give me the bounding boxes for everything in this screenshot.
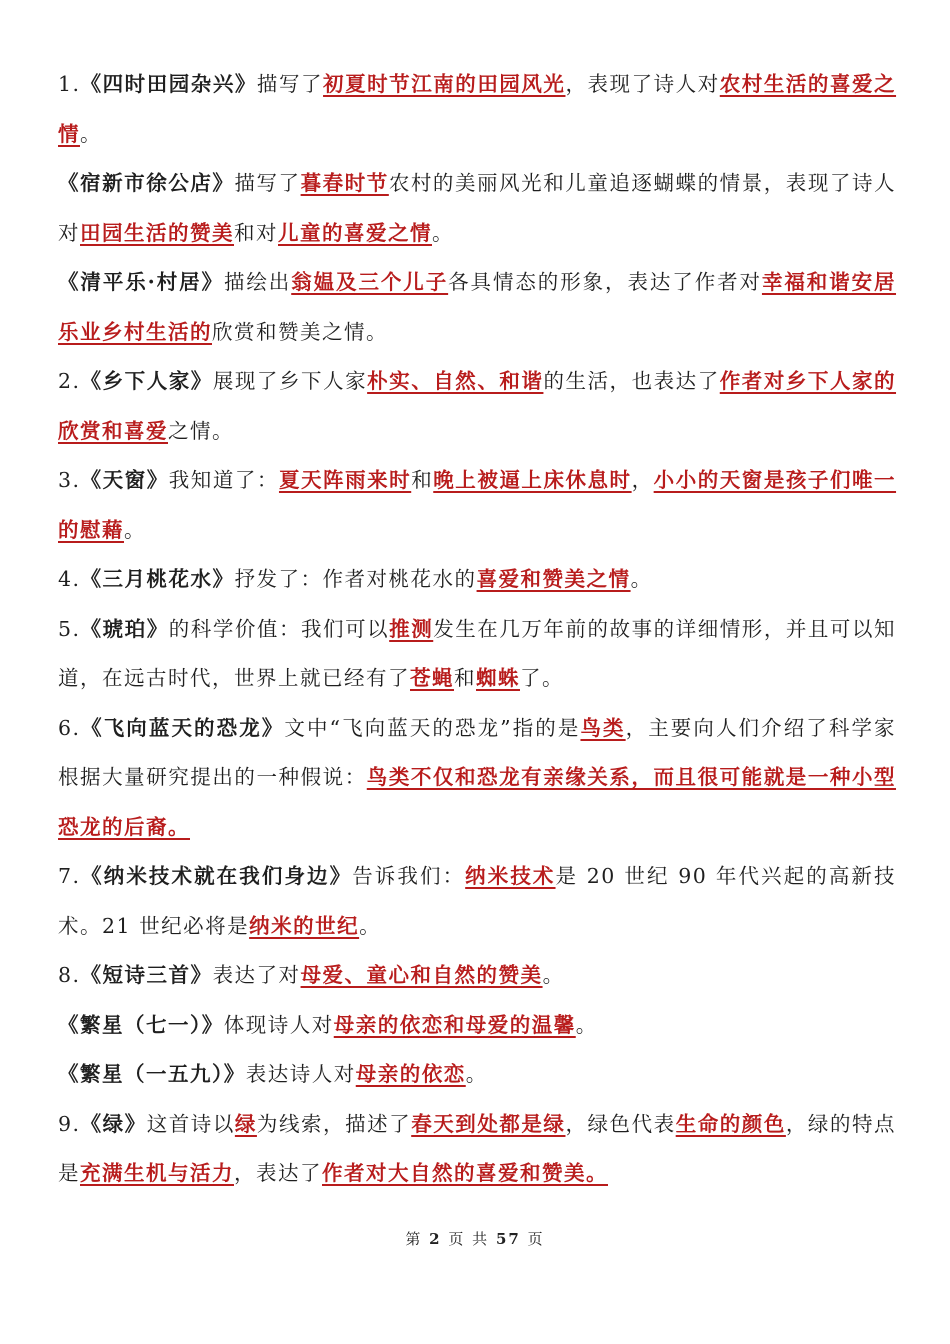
page-footer (0, 1228, 950, 1249)
highlighted-answer: 初夏时节江南的田园风光 (323, 72, 566, 96)
highlighted-answer: 翁媪及三个儿子 (291, 270, 449, 294)
paragraph (58, 159, 896, 258)
body-text: ，绿的特点是 (58, 1111, 897, 1185)
footer-prefix: 第 (405, 1230, 423, 1248)
paragraph (58, 258, 896, 357)
body-text: 我知道了： (168, 468, 279, 492)
body-text: 。 (575, 1012, 598, 1037)
highlighted-answer: 作者对大自然的喜爱和赞美。 (322, 1161, 608, 1185)
body-text: 为线索，描述了 (256, 1111, 412, 1136)
lesson-title: 《清平乐·村居》 (58, 270, 224, 294)
body-text: 这首诗以 (146, 1111, 235, 1136)
body-text: 9. (58, 1111, 81, 1136)
paragraph (58, 456, 896, 555)
body-text: 3. (58, 468, 81, 492)
highlighted-answer: 幸福和谐安居乐业乡村生活的 (58, 270, 897, 344)
paragraph (58, 555, 896, 605)
current-page-number: 2 (429, 1230, 442, 1248)
lesson-title: 《三月桃花水》 (80, 567, 235, 591)
highlighted-answer: 鸟类 (580, 715, 626, 740)
highlighted-answer: 田园生活的赞美 (80, 220, 234, 245)
highlighted-answer: 夏天阵雨来时 (278, 468, 412, 492)
highlighted-answer: 绿 (234, 1111, 257, 1136)
paragraph (58, 951, 896, 1001)
body-text: 的生活，也表达了 (543, 369, 720, 393)
body-text: 展现了乡下人家 (212, 369, 368, 393)
paragraph (58, 60, 896, 159)
body-text: 发生在几万年前的故事的详细情形，并且可以知道，在远古时代，世界上就已经有了 (58, 616, 897, 690)
body-text: 。 (359, 913, 382, 938)
body-text: 。 (80, 121, 102, 146)
body-text: 和 (454, 666, 476, 690)
highlighted-answer: 充满生机与活力 (80, 1161, 234, 1185)
body-text: 抒发了：作者对桃花水的 (234, 567, 477, 591)
paragraph (58, 704, 896, 853)
highlighted-answer: 小小的天窗是孩子们唯一的慰藉 (58, 468, 897, 542)
total-page-count: 57 (495, 1230, 521, 1248)
highlighted-answer: 鸟类不仅和恐龙有亲缘关系，而且很可能就是一种小型恐龙的后裔。 (58, 765, 897, 839)
body-text: 各具情态的形象，表达了作者对 (448, 270, 762, 294)
highlighted-answer: 蜘蛛 (476, 666, 520, 690)
lesson-title: 《宿新市徐公店》 (58, 171, 235, 195)
highlighted-answer: 推测 (389, 616, 434, 641)
highlighted-answer: 纳米技术 (465, 864, 556, 888)
lesson-title: 《短诗三首》 (80, 963, 213, 987)
body-text: 6. (58, 715, 81, 740)
body-text: ， (631, 468, 654, 492)
lesson-title: 《繁星（一五九）》 (58, 1062, 246, 1086)
body-text: 文中“飞向蓝天的恐龙”指的是 (284, 715, 581, 740)
body-text: 。 (432, 220, 454, 245)
paragraph (58, 1001, 896, 1051)
highlighted-answer: 母爱、童心和自然的赞美 (300, 963, 543, 987)
body-text: 表达诗人对 (245, 1062, 356, 1086)
highlighted-answer: 作者对乡下人家的欣赏和喜爱 (58, 369, 897, 443)
body-text: ，绿色代表 (565, 1111, 676, 1136)
document-body (58, 60, 896, 1199)
body-text: 和对 (234, 220, 278, 245)
body-text: 8. (58, 963, 81, 987)
highlighted-answer: 纳米的世纪 (249, 913, 360, 938)
body-text: ，表达了 (234, 1161, 322, 1185)
highlighted-answer: 朴实、自然、和谐 (367, 369, 544, 393)
body-text: 和 (411, 468, 434, 492)
lesson-title: 《繁星（七一）》 (58, 1012, 224, 1037)
highlighted-answer: 母亲的依恋 (355, 1062, 466, 1086)
lesson-title: 《乡下人家》 (80, 369, 213, 393)
body-text: 描写了 (256, 72, 324, 96)
lesson-title: 《琥珀》 (80, 616, 169, 641)
body-text: 。 (124, 517, 146, 542)
highlighted-answer: 苍蝇 (410, 666, 454, 690)
body-text: 体现诗人对 (223, 1012, 334, 1037)
paragraph (58, 1100, 896, 1199)
paragraph (58, 852, 896, 951)
body-text: 了。 (520, 666, 564, 690)
lesson-title: 《飞向蓝天的恐龙》 (80, 715, 285, 740)
highlighted-answer: 春天到处都是绿 (411, 1111, 566, 1136)
paragraph (58, 605, 896, 704)
highlighted-answer: 喜爱和赞美之情 (476, 567, 631, 591)
body-text: 5. (58, 616, 81, 641)
body-text: 。 (630, 567, 653, 591)
footer-suffix: 页 (527, 1230, 545, 1248)
highlighted-answer: 生命的颜色 (675, 1111, 786, 1136)
highlighted-answer: 儿童的喜爱之情 (278, 220, 432, 245)
body-text: 2. (58, 369, 81, 393)
lesson-title: 《天窗》 (80, 468, 169, 492)
body-text: 告诉我们： (352, 864, 466, 888)
body-text: 表达了对 (212, 963, 301, 987)
body-text: 之情。 (168, 418, 234, 443)
highlighted-answer: 农村生活的喜爱之情 (58, 72, 897, 146)
footer-middle: 页 共 (448, 1230, 490, 1248)
body-text: 4. (58, 567, 81, 591)
lesson-title: 《绿》 (80, 1111, 147, 1136)
lesson-title: 《四时田园杂兴》 (80, 72, 257, 96)
body-text: 7. (58, 864, 81, 888)
highlighted-answer: 晚上被逼上床休息时 (433, 468, 632, 492)
body-text: ，主要向人们介绍了科学家根据大量研究提出的一种假说： (58, 715, 897, 789)
body-text: 欣赏和赞美之情。 (212, 319, 388, 344)
body-text: 描写了 (234, 171, 301, 195)
paragraph (58, 1050, 896, 1100)
lesson-title: 《纳米技术就在我们身边》 (80, 864, 353, 888)
body-text: 的科学价值：我们可以 (168, 616, 390, 641)
paragraph (58, 357, 896, 456)
body-text: 描绘出 (223, 270, 292, 294)
highlighted-answer: 母亲的依恋和母爱的温馨 (333, 1012, 576, 1037)
body-text: 农村的美丽风光和儿童追逐蝴蝶的情景，表现了诗人对 (58, 171, 897, 245)
body-text: 。 (465, 1062, 488, 1086)
highlighted-answer: 暮春时节 (300, 171, 389, 195)
body-text: ，表现了诗人对 (565, 72, 720, 96)
body-text: 。 (542, 963, 565, 987)
body-text: 是 20 世纪 90 年代兴起的高新技术。21 世纪必将是 (58, 864, 897, 938)
body-text: 1. (58, 72, 81, 96)
